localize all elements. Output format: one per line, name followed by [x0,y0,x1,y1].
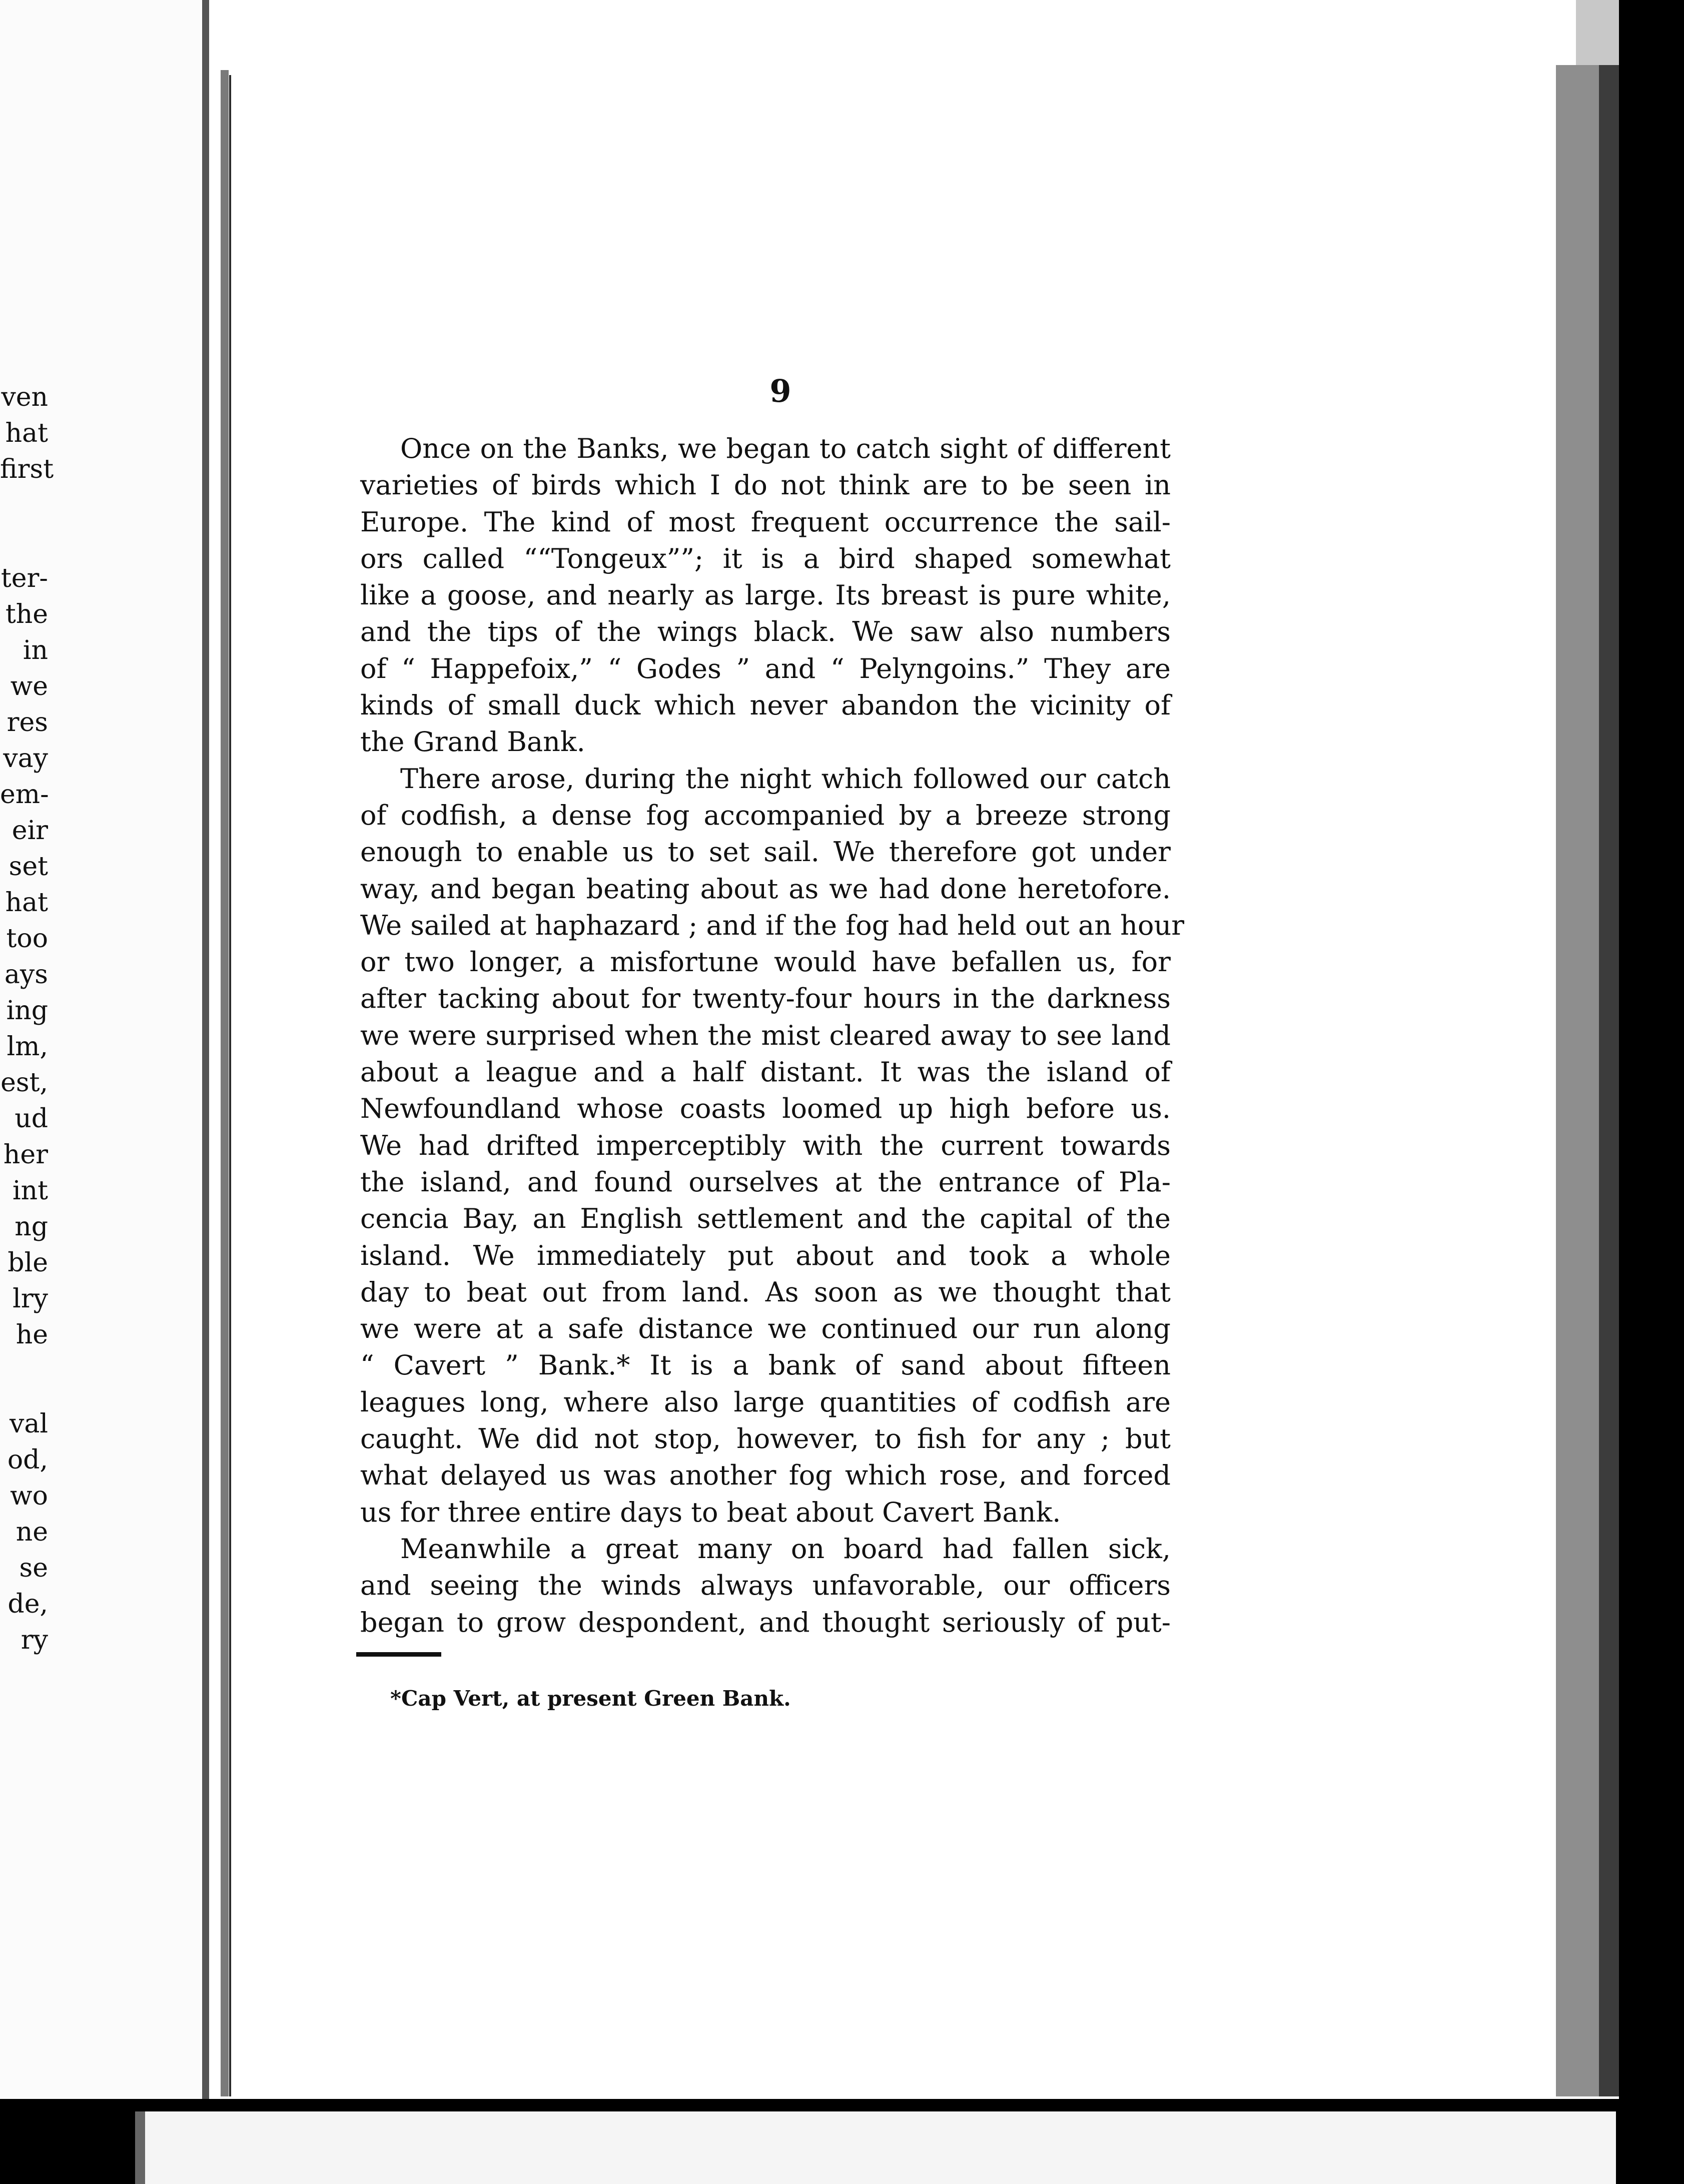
body-text [360,430,1185,1641]
left-page-fragment [0,0,201,2099]
left-page-word: ing [6,996,48,1026]
text-line: Meanwhile a great many on board had fallen sick, [400,1533,1171,1565]
left-page-word: val [9,1409,48,1439]
left-page-word: we [10,671,48,701]
left-page-word: lry [13,1284,48,1314]
text-line: of “ Happefoix,” “ Godes ” and “ Pelyngoins.” They are [360,652,1171,684]
page-edge-right-shadow [1599,65,1619,2096]
scan-border-right [1619,0,1684,2184]
text-line: “ Cavert ” Bank.* It is a bank of sand about fifteen [360,1349,1171,1381]
text-line: leagues long, where also large quantities of codfish are [360,1386,1171,1418]
page-number: 9 [769,373,791,409]
left-page-word: lm, [7,1032,48,1062]
footnote: *Cap Vert, at present Green Bank. [390,1686,791,1711]
text-line: We had drifted imperceptibly with the current towards [360,1129,1171,1161]
text-line: enough to enable us to set sail. We therefore got under [360,836,1171,868]
left-page-word: eir [12,816,48,846]
left-page-word: vay [3,744,48,774]
text-line: Newfoundland whose coasts loomed up high before us. [360,1093,1171,1125]
left-page-word: first [0,454,54,484]
text-line: Once on the Banks, we began to catch sight of different [400,433,1171,464]
left-page-word: em- [0,780,49,810]
text-line: of codfish, a dense fog accompanied by a breeze strong [360,799,1171,831]
text-line: kinds of small duck which never abandon the vicinity of [360,689,1171,721]
left-page-word: de, [8,1589,48,1619]
text-line: day to beat out from land. As soon as we thought that [360,1276,1171,1308]
left-page-word: wo [10,1481,48,1511]
left-page-word: set [9,852,48,882]
left-page-word: ble [8,1248,48,1278]
left-page-word: ry [21,1625,48,1655]
next-page-edge-line [135,2111,145,2184]
page-edge-right [1556,65,1599,2096]
left-page-word: ter- [1,563,48,593]
left-page-word: int [12,1176,48,1206]
left-page-word: se [19,1553,48,1583]
text-line: ors called ““Tongeux””; it is a bird shaped somewhat [360,542,1171,574]
text-line: cencia Bay, an English settlement and the capital of the [360,1203,1171,1235]
text-line: began to grow despondent, and thought seriously of put- [360,1606,1171,1638]
text-line: Europe. The kind of most frequent occurrence the sail- [360,506,1171,538]
left-page-word: he [16,1320,48,1350]
left-page-word: too [6,924,48,954]
left-page-word: ne [16,1517,48,1547]
text-line: way, and began beating about as we had done heretofore. [360,873,1171,905]
scan-corner [1576,0,1621,65]
left-page-word: her [3,1140,48,1170]
text-line: caught. We did not stop, however, to fish for any ; but [360,1423,1171,1455]
left-page-word: od, [7,1445,48,1475]
text-line: and the tips of the wings black. We saw also numbers [360,616,1171,648]
left-page-word: the [5,599,48,629]
book-gutter [202,0,209,2099]
text-line: about a league and a half distant. It was the island of [360,1056,1171,1088]
text-line: the Grand Bank. [360,726,585,758]
left-page-word: res [7,707,48,738]
text-line: we were surprised when the mist cleared away to see land [360,1019,1171,1051]
text-line: the island, and found ourselves at the entrance of Pla- [360,1166,1171,1198]
text-line: We sailed at haphazard ; and if the fog had held out an hour [360,909,1185,941]
page-edge-left [221,70,229,2096]
text-line: and seeing the winds always unfavorable, our officers [360,1570,1171,1602]
text-line: after tacking about for twenty-four hours in the darkness [360,983,1171,1015]
left-page-word: in [23,635,48,665]
left-page-word: hat [5,418,48,448]
text-line: like a goose, and nearly as large. Its breast is pure white, [360,579,1171,611]
text-line: us for three entire days to beat about Cavert Bank. [360,1496,1061,1528]
text-line: we were at a safe distance we continued our run along [360,1313,1171,1345]
left-page-word: est, [1,1068,48,1098]
left-page-word: ng [15,1212,48,1242]
footnote-rule [356,1652,441,1657]
text-line: island. We immediately put about and took a whole [360,1239,1171,1271]
next-page-edge [135,2111,1616,2184]
text-line: varieties of birds which I do not think are to be seen in [360,469,1171,501]
text-line: There arose, during the night which followed our catch [400,763,1171,795]
left-page-word: ven [1,382,48,412]
page-edge-left-shadow [229,75,231,2096]
left-page-word: ays [4,960,48,990]
left-page-word: hat [5,888,48,918]
text-line: or two longer, a misfortune would have befallen us, for [360,946,1171,978]
left-page-word: ud [15,1104,48,1134]
text-line: what delayed us was another fog which rose, and forced [360,1460,1171,1492]
